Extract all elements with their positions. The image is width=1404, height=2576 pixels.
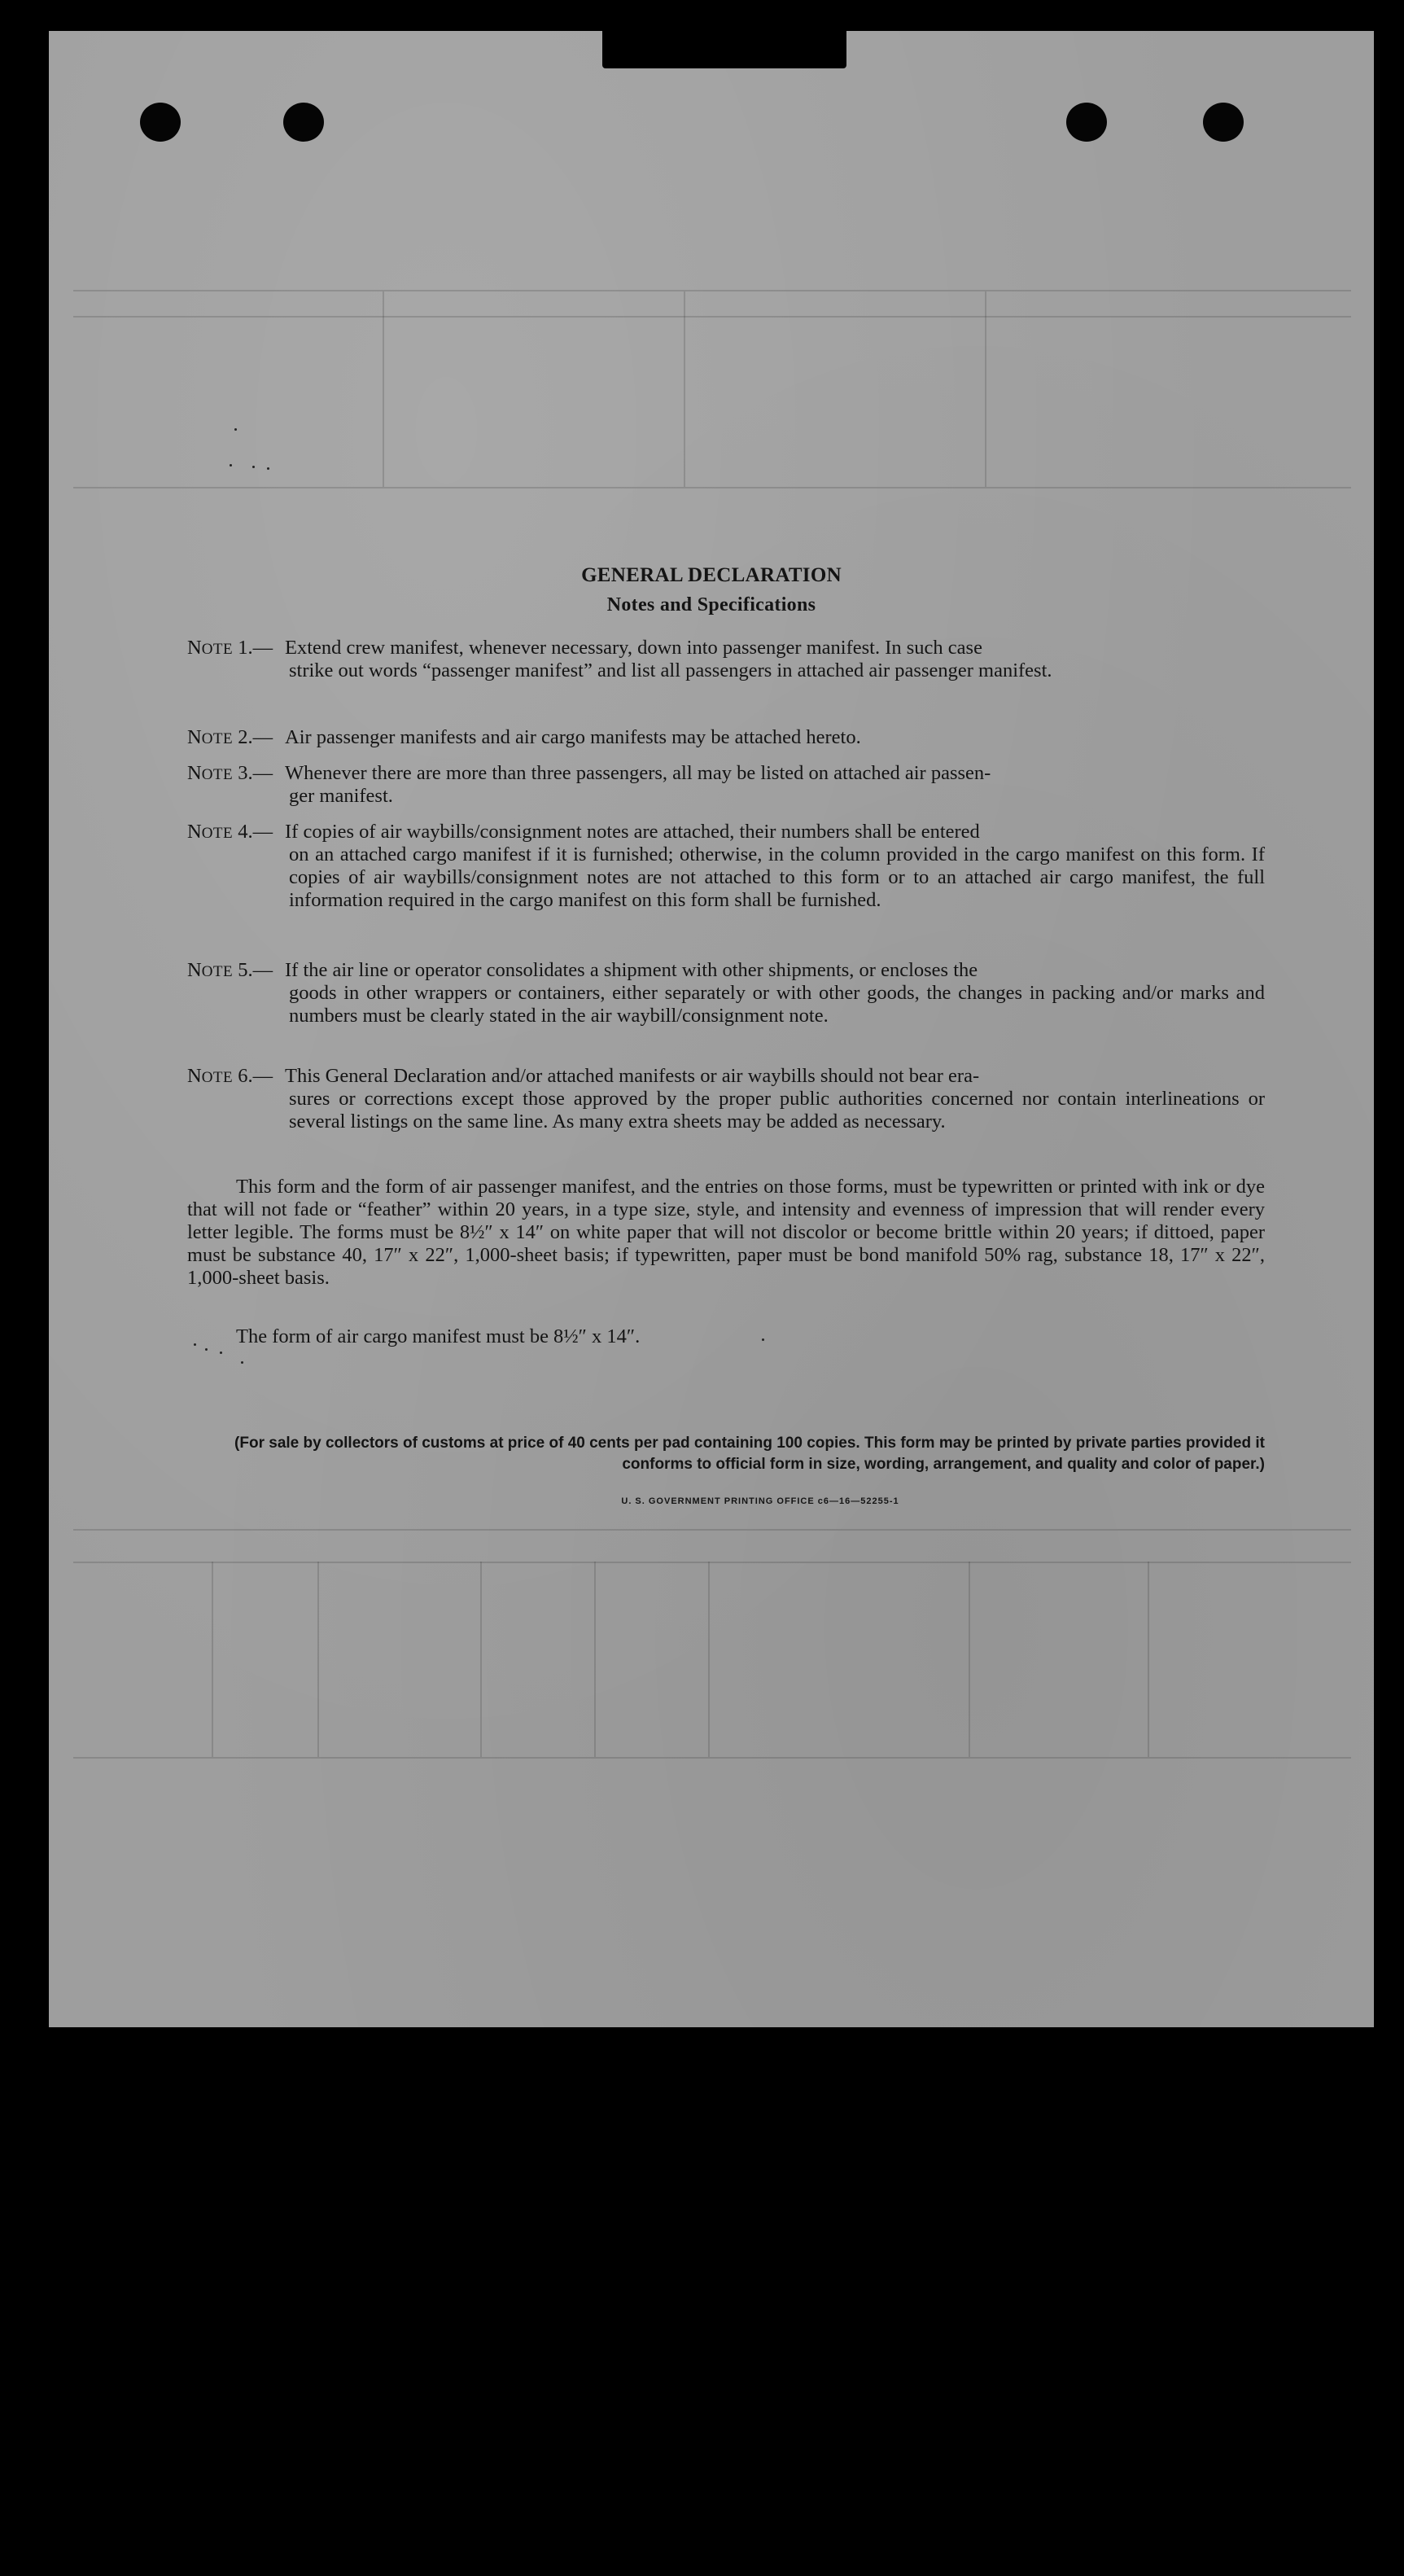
note-text: strike out words “passenger manifest” and list all passengers in attached air passenger manifest. — [289, 659, 1052, 681]
bleed-through-rule — [73, 1757, 1351, 1759]
bleed-through-rule — [383, 291, 384, 487]
note-text: sures or corrections except those approved by the proper public authorities concerned nor contain interlineations or several listings on the same line. As many extra sheets may be added as necessary. — [289, 1088, 1265, 1132]
bleed-through-rule — [73, 1529, 1351, 1531]
note-text: If copies of air waybills/consignment notes are attached, their numbers shall be entered — [285, 821, 980, 843]
sale-note: (For sale by collectors of customs at price of 40 cents per pad containing 100 copies. This form may be printed by private parties provided it conforms to official form in size, wording, arrangement, and quality and color of paper.) — [234, 1435, 1265, 1473]
bleed-through-rule — [708, 1562, 710, 1757]
note-text: ger manifest. — [289, 785, 393, 807]
bleed-through-rule — [1148, 1562, 1149, 1757]
note-2 — [187, 726, 1265, 749]
note-4 — [187, 821, 1265, 912]
note-label: NOTE 6.— — [187, 1065, 273, 1087]
bleed-through-rule — [684, 291, 685, 487]
note-label: NOTE 4.— — [187, 821, 273, 843]
note-text: Air passenger manifests and air cargo manifests may be attached hereto. — [285, 726, 861, 748]
note-text: Extend crew manifest, whenever necessary, down into passenger manifest. In such case — [285, 637, 982, 659]
punch-hole — [283, 103, 324, 142]
cargo-manifest-size-note: The form of air cargo manifest must be 8½″ x 14″. — [236, 1325, 641, 1347]
note-text: If the air line or operator consolidates a shipment with other shipments, or encloses the — [285, 959, 978, 981]
note-text: goods in other wrappers or containers, either separately or with other goods, the changes in packing and/or marks and numbers must be clearly stated in the air waybill/consignment note. — [289, 982, 1265, 1027]
bleed-through-rule — [480, 1562, 482, 1757]
bleed-through-rule — [985, 291, 986, 487]
note-label: NOTE 1.— — [187, 637, 273, 659]
note-text: This General Declaration and/or attached manifests or air waybills should not bear era- — [285, 1065, 980, 1087]
page-subtitle: Notes and Specifications — [606, 594, 816, 616]
bleed-through-rule — [969, 1562, 970, 1757]
note-5 — [187, 959, 1265, 1027]
bleed-through-rule — [317, 1562, 319, 1757]
note-6 — [187, 1065, 1265, 1133]
bleed-through-rule — [73, 290, 1351, 291]
bleed-through-rule — [212, 1562, 213, 1757]
note-3 — [187, 762, 1265, 808]
note-label: NOTE 2.— — [187, 726, 273, 748]
torn-top-edge — [602, 31, 846, 68]
bleed-through-rule — [73, 487, 1351, 488]
note-text: on an attached cargo manifest if it is furnished; otherwise, in the column provided in the cargo manifest on this form. If copies of air waybills/consignment notes are not attached to this form or to an attached air cargo manifest, the full information required in the cargo manifest on this form shall be furnished. — [289, 843, 1265, 911]
page-title: GENERAL DECLARATION — [581, 564, 842, 586]
document-page — [49, 31, 1374, 2027]
punch-hole — [1203, 103, 1244, 142]
bleed-through-rule — [73, 1562, 1351, 1563]
bleed-through-rule — [73, 316, 1351, 318]
form-requirements-paragraph: This form and the form of air passenger manifest, and the entries on those forms, must be typewritten or printed with ink or dye that will not fade or “feather” within 20 years, in a type size, style, and intensity and evenness of impression that will render every letter legible. The forms must be 8½″ x 14″ on white paper that will not discolor or become brittle within 20 years; if dittoed, paper must be substance 40, 17″ x 22″, 1,000-sheet basis; if typewritten, paper must be bond manifold 50% rag, substance 18, 17″ x 22″, 1,000-sheet basis. — [187, 1176, 1265, 1289]
bleed-through-rule — [594, 1562, 596, 1757]
punch-hole — [1066, 103, 1107, 142]
note-label: NOTE 5.— — [187, 959, 273, 981]
note-text: Whenever there are more than three passengers, all may be listed on attached air passen- — [285, 762, 991, 784]
note-label: NOTE 3.— — [187, 762, 273, 784]
note-1 — [187, 637, 1265, 682]
printing-office-imprint: U. S. GOVERNMENT PRINTING OFFICE c6—16—52255-1 — [621, 1496, 899, 1506]
punch-hole — [140, 103, 181, 142]
